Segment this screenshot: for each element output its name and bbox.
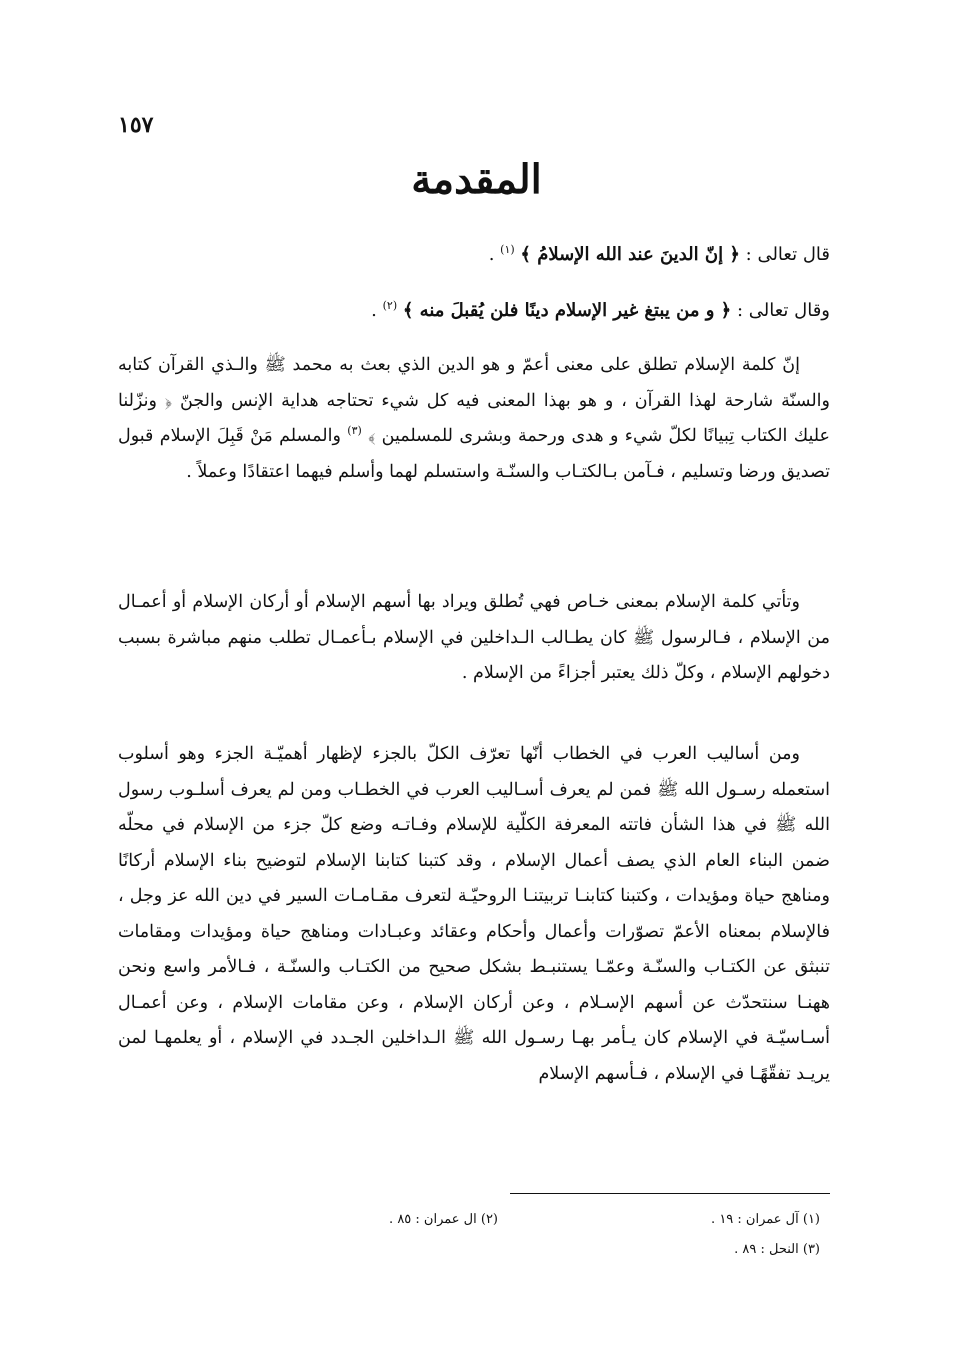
paragraph-1 — [118, 348, 830, 490]
paragraph-1-text-a: إنّ كلمة الإسلام تطلق على معنى أعمّ و هو الدين الذي بعث به محمد ﷺ والـذي القرآن كتابه والسنّة شارحة لهذا القرآن ، و هو بهذا المعنى فيه كل شيء تحتاجه هداية الإنس والجنّ ﴿ ونزّلنا عليك الكتاب تِبيانًا لكلّ شيء و هدى ورحمة وبشرى للمسلمين ﴾ — [118, 355, 830, 446]
footnote-2: (٢) ال عمران : ٨٥ . — [389, 1212, 498, 1227]
footnote-ref-1[interactable]: (١) — [500, 243, 515, 256]
footnote-ref-2[interactable]: (٢) — [382, 299, 398, 312]
footnote-1: (١) آل عمران : ١٩ . — [711, 1212, 820, 1227]
quran-verse-2 — [118, 296, 830, 326]
verse-text: ﴿ إنّ الدينَ عند الله الإسلامُ ﴾ — [520, 244, 740, 265]
paragraph-3 — [118, 737, 830, 1092]
verse-intro: قال تعالى : — [739, 244, 830, 265]
paragraph-2 — [118, 585, 830, 692]
page-number: ١٥٧ — [118, 112, 154, 138]
verse-end: . — [371, 300, 383, 321]
paragraph-3-text: ومن أساليب العرب في الخطاب أنّها تعرّف الكلّ بالجزء لإظهار أهميّـة الجزء وهو أسلوب استعمله رسـول الله ﷺ فمن لم يعرف أسـاليب العرب في الخطـاب ومن لم يعرف أسلـوب رسول الله ﷺ في هذا الشأن فاتته المعرفة الكلّية للإسلام وفـاتـه وضع كلّ جزء من الإسلام في محلّه ضمن البناء العام الذي يصف أعمال الإسلام ، وقد كتبنا كتابنا الإسلام لتوضيح بناء الإسلام أركانًا ومناهج حياة ومؤيدات ، وكتبنا كتابنـا تربيتنـا الروحيّـة لتعرف مقـامـات السير في دين الله عز وجل ، فالإسلام بمعناه الأعمّ تصوّرات وأعمال وأحكام وعقائد وعبـادات ومناهج حياة ومؤيدات ومقامات تنبثق عن الكتـاب والسنّـة وعمّـا يستنبـط بشكل صحيح من الكتـاب والسنّـة ، فـالأمر واسع ونحن ههنـا سنتحدّث عن أسهم الإسـلام ، وعن أركان الإسلام ، وعن مقامات الإسلام ، وعن أعمـال أسـاسيّـة في الإسلام كان يـأمر بهـا رسـول الله ﷺ الـداخلين الجـدد في الإسلام ، أو يعلمهـا لمن يريـد تفقّهًـا في الإسلام ، فـأسهم الإسلام — [118, 744, 830, 1084]
footnote-3: (٣) النحل : ٨٩ . — [734, 1242, 820, 1257]
paragraph-2-text: وتأتي كلمة الإسلام بمعنى خـاص فهي تُطلق ويراد بها أسهم الإسلام أو أركان الإسلام أو أعمـال من الإسلام ، فـالرسول ﷺ كان يطـالب الـداخلين في الإسلام بـأعمـال تطلب منهم مباشرة بسبب دخولهم الإسلام ، وكلّ ذلك يعتبر أجزاءً من الإسلام . — [118, 592, 830, 683]
verse-intro: وقال تعالى : — [731, 300, 830, 321]
footnote-divider — [510, 1193, 830, 1194]
verse-text: ﴿ و من يبتغ غير الإسلام دينًا فلن يُقبلَ منه ﴾ — [402, 300, 732, 321]
verse-end: . — [488, 244, 501, 265]
footnote-ref-3[interactable]: (٣) — [347, 424, 362, 438]
paragraph-1-text-b: والمسلم مَنْ قَبِلَ الإسلام قبول تصديق ورضا وتسليم ، فـآمن بـالكتـاب والسنّـة واستسلم لهما وأسلم فيهما اعتقادًا وعملاً . — [118, 426, 830, 482]
page-title: المقدمة — [411, 156, 542, 203]
quran-verse-1 — [118, 240, 830, 270]
